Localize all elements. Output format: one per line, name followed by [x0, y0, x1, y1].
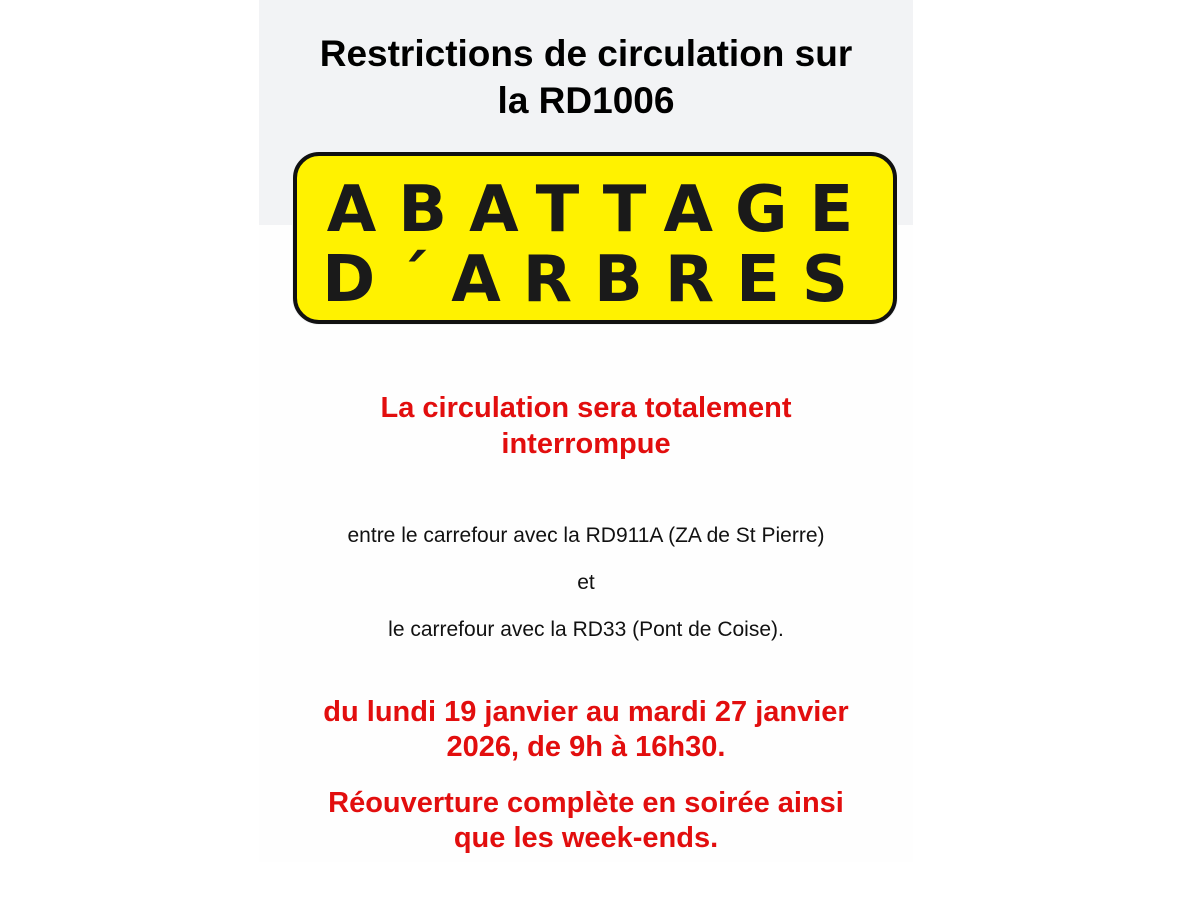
notice-document [259, 0, 913, 862]
sign-text-line-1: ABATTAGE [326, 173, 876, 247]
notice-title-line-1: Restrictions de circulation sur [319, 33, 853, 74]
notice-title-line-2: la RD1006 [497, 80, 675, 121]
sign-text-line-2: D´ARBRES [322, 243, 870, 317]
tree-felling-road-sign [293, 152, 897, 324]
closure-dates-line-1: du lundi 19 janvier au mardi 27 janvier [323, 696, 849, 728]
reopening-note-line-2: que les week-ends. [453, 822, 719, 854]
closure-headline [259, 390, 913, 462]
closure-dates-line-2: 2026, de 9h à 16h30. [446, 731, 726, 763]
closure-end-point: le carrefour avec la RD33 (Pont de Coise). [388, 618, 784, 641]
closure-headline-line-2: interrompue [501, 428, 671, 460]
closure-headline-line-1: La circulation sera totalement [380, 392, 792, 424]
closure-conjunction: et [577, 571, 595, 594]
closure-start-point: entre le carrefour avec la RD911A (ZA de St Pierre) [347, 524, 825, 547]
reopening-note-line-1: Réouverture complète en soirée ainsi [328, 787, 844, 819]
notice-title [259, 30, 913, 124]
reopening-note [259, 786, 913, 856]
closure-dates [259, 695, 913, 765]
